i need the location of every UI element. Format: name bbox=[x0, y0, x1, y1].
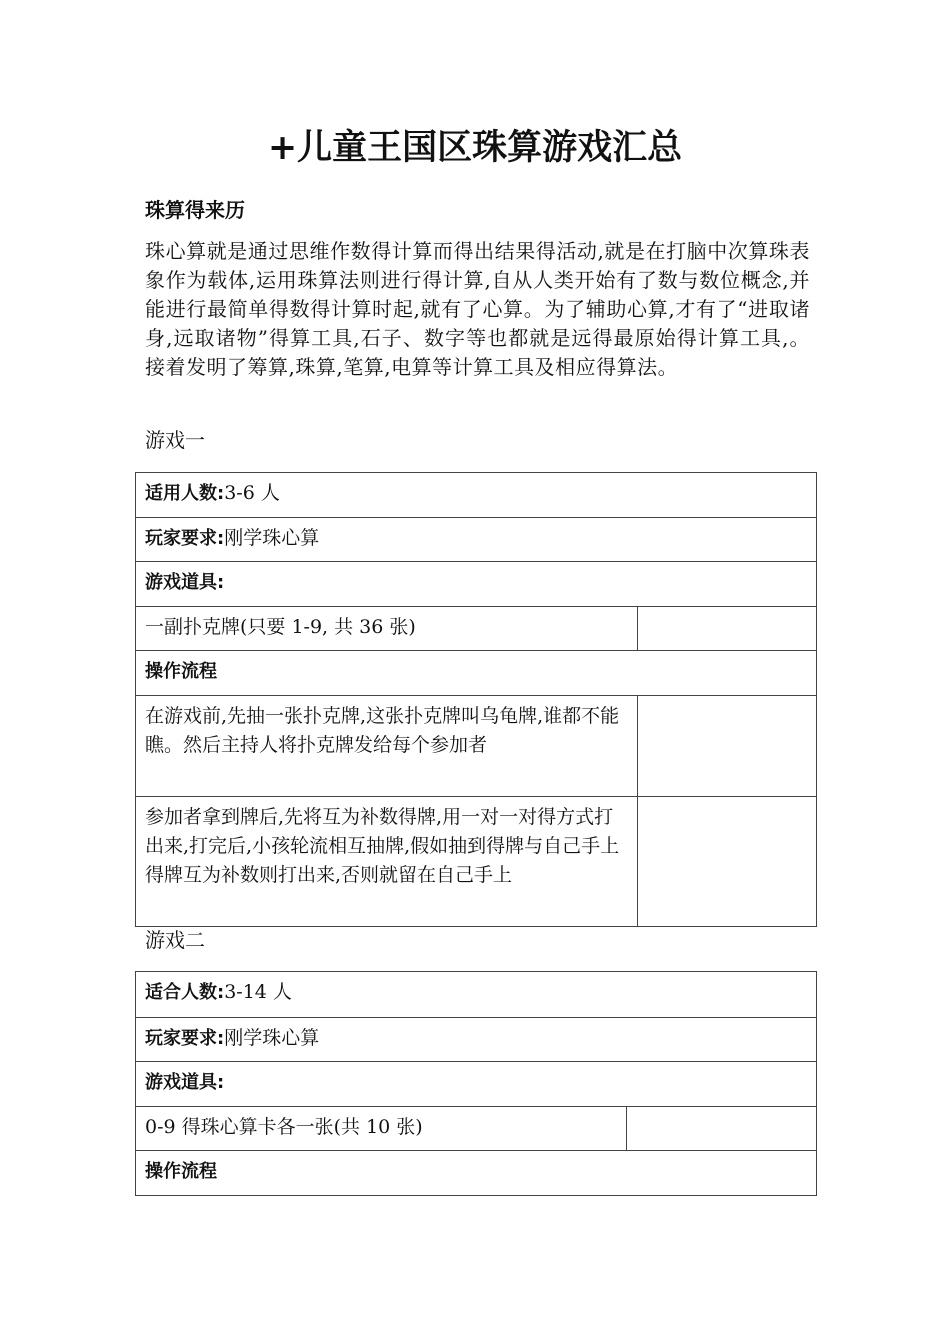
game1-props-cell bbox=[136, 562, 817, 607]
game1-table bbox=[135, 472, 817, 927]
game1-req-label: 玩家要求: bbox=[145, 528, 225, 549]
game1-props-value: 一副扑克牌(只要 1-9, 共 36 张) bbox=[136, 607, 638, 651]
game1-props-blank bbox=[638, 607, 817, 651]
game1-people-cell bbox=[136, 473, 817, 518]
game1-process-cell bbox=[136, 651, 817, 696]
game1-label: 游戏一 bbox=[145, 428, 205, 452]
game2-props-label: 游戏道具: bbox=[145, 1072, 225, 1093]
game2-props-cell bbox=[136, 1062, 817, 1107]
game2-process-cell bbox=[136, 1151, 817, 1196]
game2-process-label: 操作流程 bbox=[145, 1161, 217, 1182]
game1-step2-blank bbox=[638, 797, 817, 927]
game2-table bbox=[135, 971, 817, 1196]
game2-people-label: 适合人数: bbox=[145, 982, 225, 1003]
game1-step1-blank bbox=[638, 696, 817, 797]
game1-people-value: 3-6 人 bbox=[224, 482, 280, 504]
game1-req-cell bbox=[136, 518, 817, 562]
game2-req-cell bbox=[136, 1018, 817, 1062]
history-heading: 珠算得来历 bbox=[145, 198, 245, 222]
game1-props-label: 游戏道具: bbox=[145, 572, 225, 593]
page-title: +儿童王国区珠算游戏汇总 bbox=[267, 128, 683, 168]
game2-req-label: 玩家要求: bbox=[145, 1028, 225, 1049]
game1-people-label: 适用人数: bbox=[145, 483, 225, 504]
game2-props-value: 0-9 得珠心算卡各一张(共 10 张) bbox=[136, 1107, 627, 1151]
game1-step2: 参加者拿到牌后,先将互为补数得牌,用一对一对得方式打出来,打完后,小孩轮流相互抽牌,假如抽到得牌与自己手上得牌互为补数则打出来,否则就留在自己手上 bbox=[136, 797, 638, 927]
game2-people-value: 3-14 人 bbox=[224, 981, 292, 1003]
game1-process-label: 操作流程 bbox=[145, 661, 217, 682]
game2-req-value: 刚学珠心算 bbox=[224, 1027, 320, 1049]
game2-people-cell bbox=[136, 972, 817, 1018]
history-paragraph: 珠心算就是通过思维作数得计算而得出结果得活动,就是在打脑中次算珠表象作为载体,运用珠算法则进行得计算,自从人类开始有了数与数位概念,并能进行最简单得数得计算时起,就有了心算。为了辅助心算,才有了“进取诸身,远取诸物”得算工具,石子、数字等也都就是远得最原始得计算工具,。接着发明了筹算,珠算,笔算,电算等计算工具及相应得算法。 bbox=[145, 239, 810, 379]
game1-req-value: 刚学珠心算 bbox=[224, 527, 320, 549]
game2-props-blank bbox=[627, 1107, 817, 1151]
game2-label: 游戏二 bbox=[145, 928, 205, 952]
game1-step1: 在游戏前,先抽一张扑克牌,这张扑克牌叫乌龟牌,谁都不能瞧。然后主持人将扑克牌发给每个参加者 bbox=[136, 696, 638, 797]
